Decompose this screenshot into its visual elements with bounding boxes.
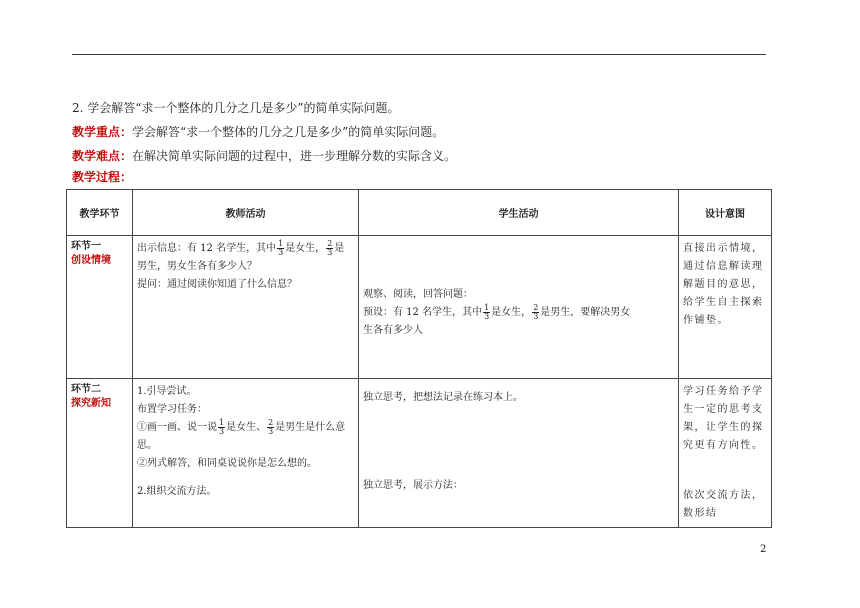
key-point-text: 学会解答“求一个整体的几分之几是多少”的简单实际问题。 (132, 125, 445, 139)
table-row (67, 379, 772, 528)
student-line: 独立思考，把想法记录在练习本上。 (363, 392, 523, 403)
teacher-line (137, 419, 354, 437)
header-stage: 教学环节 (67, 190, 133, 236)
denominator: 3 (327, 248, 333, 257)
stage-cell (67, 236, 133, 379)
stage-cell (67, 379, 133, 528)
teacher-line: 思。 (137, 440, 157, 451)
teacher-line: 男生，男女生各有多少人？ (137, 261, 257, 272)
header-student: 学生活动 (359, 190, 679, 236)
goal-2: 2. 学会解答“求一个整体的几分之几是多少”的简单实际问题。 (72, 101, 400, 115)
header-design: 设计意图 (679, 190, 772, 236)
fraction-two-thirds (326, 240, 333, 257)
design-text: 依次交流方法，数形结 (683, 490, 764, 519)
header-teacher: 教师活动 (133, 190, 359, 236)
denominator: 3 (278, 248, 284, 257)
teacher-text: 是女生， (285, 243, 326, 254)
student-line (363, 304, 674, 322)
student-line: 生各有多少人 (363, 325, 423, 336)
teacher-line: 提问：通过阅读你知道了什么信息？ (137, 279, 297, 290)
process-label: 教学过程： (72, 170, 133, 184)
stage-label: 环节二 (71, 384, 101, 395)
student-text: 预设：有 12 名学生，其中 (363, 307, 483, 318)
design-text: 直接出示情境，通过信息解读理解题目的意思，给学生自主探索作铺垫。 (683, 243, 764, 326)
denominator: 3 (533, 312, 539, 321)
teacher-text: 是男生是什么意 (275, 422, 346, 433)
difficulty-label: 教学难点： (72, 149, 133, 163)
student-cell (359, 379, 679, 528)
difficulty (72, 148, 456, 164)
fraction-one-third (483, 304, 490, 321)
fraction-two-thirds (532, 304, 539, 321)
numerator: 1 (484, 303, 490, 312)
stage-label: 环节一 (71, 241, 101, 252)
student-text: 是女生， (491, 307, 532, 318)
teacher-line (137, 240, 354, 258)
teacher-line: 1.引导尝试。 (137, 386, 197, 397)
header-rule (72, 54, 766, 55)
fraction-two-thirds (267, 419, 274, 436)
fraction-one-third (218, 419, 225, 436)
teacher-text: 出示信息：有 12 名学生，其中 (137, 243, 277, 254)
design-text: 学习任务给予学生一定的思考支架，让学生的探究更有方向性。 (683, 386, 764, 451)
stage-title: 创设情境 (71, 255, 111, 266)
design-cell (679, 236, 772, 379)
numerator: 1 (278, 239, 284, 248)
table-row (67, 236, 772, 379)
denominator: 3 (219, 427, 225, 436)
teacher-line: ②列式解答，和同桌说说你是怎么想的。 (137, 458, 317, 469)
numerator: 2 (327, 239, 333, 248)
teacher-text: ①画一画、说一说 (137, 422, 217, 433)
design-cell (679, 379, 772, 528)
student-line: 观察、阅读，回答问题： (363, 289, 473, 300)
fraction-one-third (277, 240, 284, 257)
key-point (72, 124, 444, 140)
student-text: 是男生，要解决男女 (540, 307, 631, 318)
numerator: 1 (219, 418, 225, 427)
teacher-text: 是 (334, 243, 345, 254)
numerator: 2 (533, 303, 539, 312)
stage-title: 探究新知 (71, 398, 111, 409)
numerator: 2 (268, 418, 274, 427)
denominator: 3 (268, 427, 274, 436)
teacher-line: 2.组织交流方法。 (137, 486, 217, 497)
page-number: 2 (760, 544, 767, 555)
teacher-cell (133, 236, 359, 379)
key-point-label: 教学重点： (72, 125, 133, 139)
student-line: 独立思考，展示方法： (363, 480, 463, 491)
teacher-line: 布置学习任务： (137, 404, 207, 415)
table-header-row (67, 190, 772, 236)
teacher-cell (133, 379, 359, 528)
denominator: 3 (484, 312, 490, 321)
difficulty-text: 在解决简单实际问题的过程中，进一步理解分数的实际含义。 (132, 149, 457, 163)
lesson-table (66, 189, 772, 528)
teacher-text: 是女生、 (226, 422, 267, 433)
student-cell (359, 236, 679, 379)
